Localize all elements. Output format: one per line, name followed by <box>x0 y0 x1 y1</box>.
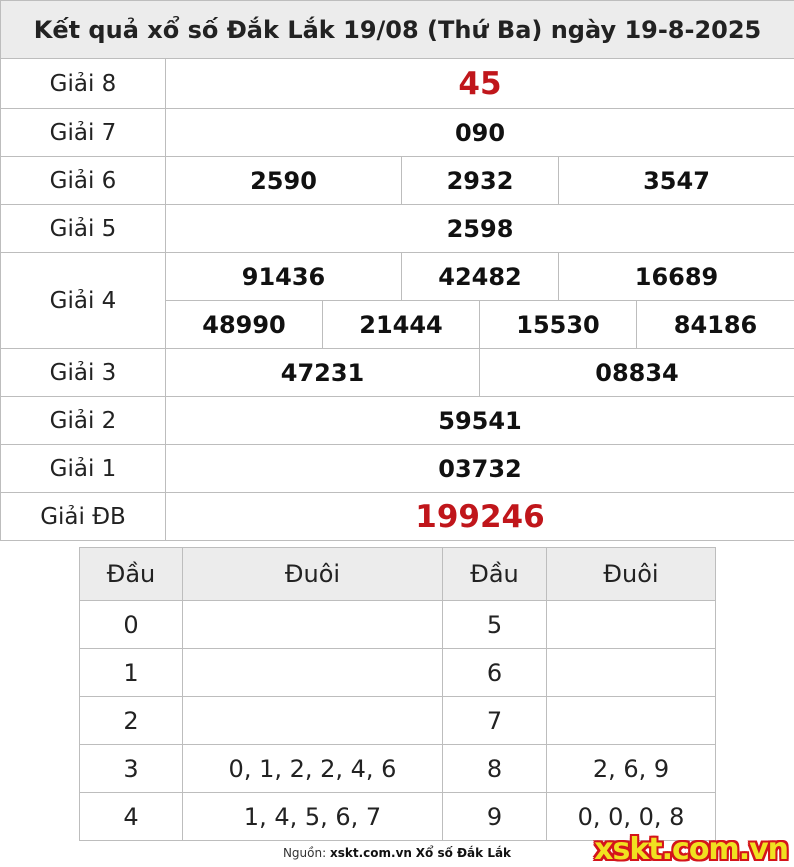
loto-head: 3 <box>80 745 183 793</box>
loto-row <box>80 745 716 793</box>
loto-header-tail-2: Đuôi <box>547 548 716 601</box>
loto-head: 8 <box>443 745 547 793</box>
prize-number-g4-5: 21444 <box>323 301 480 349</box>
prize-number-g4-6: 15530 <box>480 301 637 349</box>
prize-number-g6-1: 2590 <box>166 157 402 205</box>
loto-head: 2 <box>80 697 183 745</box>
loto-tail: 0, 1, 2, 2, 4, 6 <box>183 745 443 793</box>
prize-label-g6: Giải 6 <box>1 157 166 205</box>
prize-number-g1: 03732 <box>166 445 794 493</box>
prize-number-g3-2: 08834 <box>480 349 794 397</box>
prize-label-g3: Giải 3 <box>1 349 166 397</box>
prize-label-g5: Giải 5 <box>1 205 166 253</box>
loto-head: 1 <box>80 649 183 697</box>
loto-tail: 2, 6, 9 <box>547 745 716 793</box>
loto-row <box>80 649 716 697</box>
prize-label-gdb: Giải ĐB <box>1 493 166 541</box>
prize-number-g5: 2598 <box>166 205 794 253</box>
prize-number-g8: 45 <box>166 59 794 109</box>
page-title: Kết quả xổ số Đắk Lắk 19/08 (Thứ Ba) ngày 19-8-2025 <box>1 1 794 59</box>
loto-table <box>79 547 716 841</box>
prize-number-g4-2: 42482 <box>402 253 559 301</box>
loto-head: 7 <box>443 697 547 745</box>
loto-header-head-2: Đầu <box>443 548 547 601</box>
loto-tail: 1, 4, 5, 6, 7 <box>183 793 443 841</box>
prize-number-g7: 090 <box>166 109 794 157</box>
loto-header-tail-1: Đuôi <box>183 548 443 601</box>
loto-tail: 0, 0, 0, 8 <box>547 793 716 841</box>
loto-head: 4 <box>80 793 183 841</box>
loto-row <box>80 697 716 745</box>
prize-label-g1: Giải 1 <box>1 445 166 493</box>
prize-number-g4-4: 48990 <box>166 301 323 349</box>
loto-tail <box>547 649 716 697</box>
prize-number-g6-3: 3547 <box>559 157 794 205</box>
source-prefix: Nguồn: <box>282 846 327 860</box>
loto-tail <box>547 601 716 649</box>
prize-label-g8: Giải 8 <box>1 59 166 109</box>
loto-head: 5 <box>443 601 547 649</box>
prize-number-g4-1: 91436 <box>166 253 402 301</box>
prize-label-g4: Giải 4 <box>1 253 166 349</box>
loto-tail <box>183 649 443 697</box>
prize-number-gdb: 199246 <box>166 493 794 541</box>
loto-head: 0 <box>80 601 183 649</box>
prize-number-g6-2: 2932 <box>402 157 559 205</box>
prize-number-g3-1: 47231 <box>166 349 480 397</box>
source-site-link[interactable]: xskt.com.vn <box>329 846 412 860</box>
loto-head: 9 <box>443 793 547 841</box>
source-name: Xổ số Đắk Lắk <box>415 846 512 860</box>
watermark-logo: xskt.com.vn <box>594 832 788 867</box>
loto-header-head-1: Đầu <box>80 548 183 601</box>
loto-head: 6 <box>443 649 547 697</box>
prize-label-g2: Giải 2 <box>1 397 166 445</box>
prize-number-g4-7: 84186 <box>637 301 794 349</box>
prize-label-g7: Giải 7 <box>1 109 166 157</box>
loto-tail <box>183 697 443 745</box>
prize-number-g2: 59541 <box>166 397 794 445</box>
loto-row <box>80 601 716 649</box>
prize-number-g4-3: 16689 <box>559 253 794 301</box>
loto-tail <box>183 601 443 649</box>
loto-tail <box>547 697 716 745</box>
